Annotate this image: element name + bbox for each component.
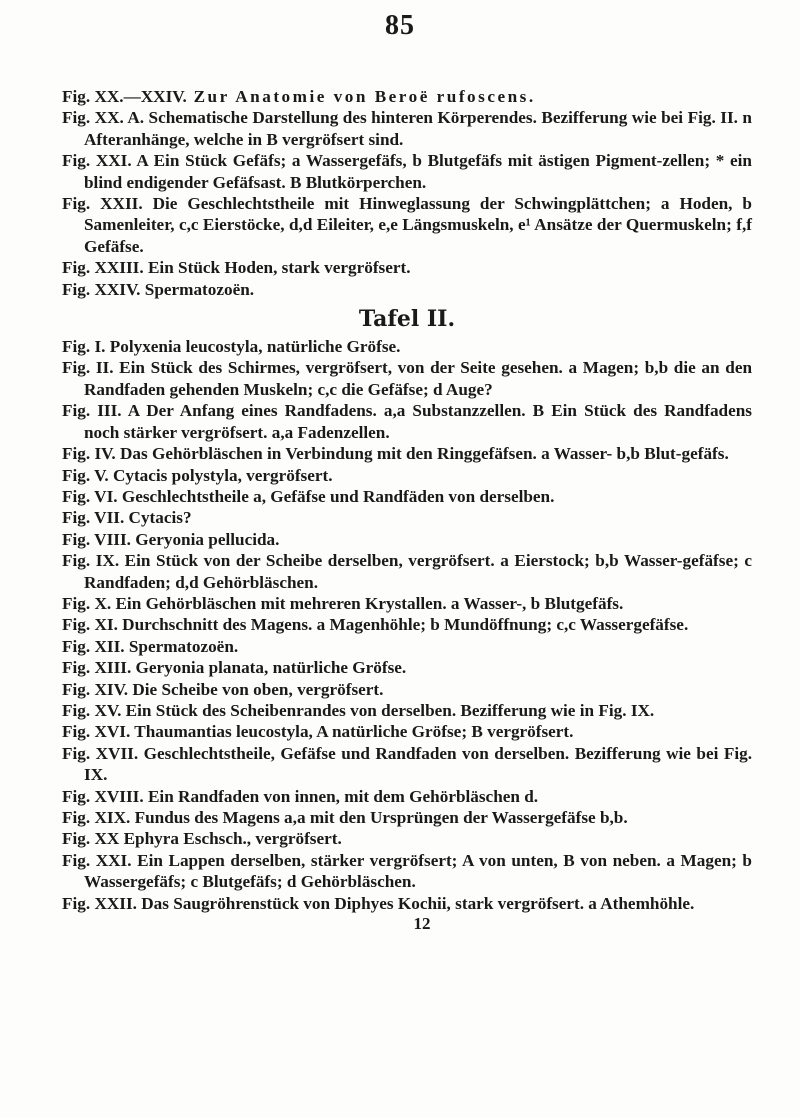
figure-caption	[62, 400, 752, 443]
page-number: 85	[385, 10, 415, 41]
figure-caption	[62, 614, 752, 635]
figure-caption	[62, 465, 752, 486]
figure-caption	[62, 850, 752, 893]
figure-caption	[62, 279, 752, 300]
figure-label: Fig. XXIV.	[62, 279, 141, 299]
figure-description: Ein Gehörbläschen mit mehreren Krystallen. a Wasser-, b Blutgefäfs.	[111, 593, 624, 613]
figure-caption	[62, 257, 752, 278]
figure-caption	[62, 443, 752, 464]
figure-description: Ein Stück des Scheibenrandes von derselben. Bezifferung wie in Fig. IX.	[121, 700, 655, 720]
figure-description: Das Gehörbläschen in Verbindung mit den Ringgefäfsen. a Wasser- b,b Blut-gefäfs.	[115, 444, 729, 464]
figure-caption	[62, 893, 752, 914]
figure-caption	[62, 336, 752, 357]
figure-description: Geryonia planata, natürliche Gröfse.	[131, 658, 407, 678]
figure-description: Geryonia pellucida.	[130, 529, 280, 549]
figure-caption	[62, 150, 752, 193]
figure-description: Spermatozoën.	[124, 636, 239, 656]
figure-description: Geschlechtstheile a, Gefäfse und Randfäden von derselben.	[117, 486, 555, 506]
figure-description: Polyxenia leucostyla, natürliche Gröfse.	[105, 337, 401, 357]
figure-description: Durchschnitt des Magens. a Magenhöhle; b Mundöffnung; c,c Wassergefäfse.	[117, 615, 689, 635]
figure-label: Fig. XXII.	[62, 194, 143, 214]
document-body	[62, 86, 752, 934]
figure-description: Die Geschlechtstheile mit Hinweglassung der Schwingplättchen; a Hoden, b Samenleiter, c,c Eierstöcke, d,d Eileiter, e,e Längsmuskeln, e¹ Ansätze der Quermuskeln; f,f Gefäfse.	[84, 194, 752, 256]
figure-label: Fig. VIII.	[62, 529, 131, 549]
figure-description: Ein Stück von der Scheibe derselben, vergröfsert. a Eierstock; b,b Wasser-gefäfse; c Randfaden; d,d Gehörbläschen.	[84, 551, 752, 592]
figure-label: Fig. XX.	[62, 108, 124, 128]
figure-label: Fig. XVII.	[62, 743, 139, 763]
figure-label: Fig. XX.—XXIV.	[62, 87, 187, 106]
figure-description: Cytacis?	[124, 508, 192, 528]
figure-label: Fig. XV.	[62, 700, 122, 720]
figure-description: A. Schematische Darstellung des hinteren Körperendes. Bezifferung wie bei Fig. II. n Afteranhänge, welche in B vergröfsert sind.	[84, 108, 752, 149]
figure-label: Fig. XIX.	[62, 808, 131, 827]
figure-label: Fig. VI.	[62, 486, 118, 506]
figure-description: Fundus des Magens a,a mit den Ursprüngen der Wassergefäfse b,b.	[130, 808, 628, 827]
figure-description: Cytacis polystyla, vergröfsert.	[108, 465, 333, 485]
figure-label: Fig. VII.	[62, 508, 125, 528]
figure-caption	[62, 657, 752, 678]
figure-label: Fig. II.	[62, 358, 114, 378]
figure-caption	[62, 107, 752, 150]
figure-description: Zur Anatomie von Beroë rufoscens.	[186, 87, 536, 106]
figure-description: Ein Stück Hoden, stark vergröfsert.	[143, 258, 411, 278]
figure-caption	[62, 700, 752, 721]
figure-description: Ein Stück des Schirmes, vergröfsert, von der Seite gesehen. a Magen; b,b die an den Randfaden gehenden Muskeln; c,c die Gefäfse; d Auge?	[84, 358, 753, 399]
figure-label: Fig. XI.	[62, 615, 118, 635]
figure-label: Fig. XVI.	[62, 722, 131, 742]
figure-description: Ephyra Eschsch., vergröfsert.	[119, 829, 342, 849]
figure-description: Geschlechtstheile, Gefäfse und Randfaden von derselben. Bezifferung wie bei Fig. IX.	[84, 743, 752, 785]
figure-label: Fig. V.	[62, 465, 109, 485]
figure-label: Fig. XXI.	[62, 850, 132, 870]
figure-caption	[62, 529, 752, 550]
figure-label: Fig. I.	[62, 337, 106, 357]
figure-label: Fig. XIV.	[62, 679, 129, 699]
figure-label: Fig. III.	[62, 401, 122, 421]
figure-caption	[62, 828, 752, 849]
section-heading: Tafel II.	[358, 306, 456, 333]
figure-description: Das Saugröhrenstück von Diphyes Kochii, stark vergröfsert. a Athemhöhle.	[136, 893, 695, 913]
figure-caption	[62, 743, 752, 786]
figure-label: Fig. XX	[62, 829, 120, 849]
figure-label: Fig. XVIII.	[62, 786, 144, 806]
figure-caption	[62, 357, 752, 400]
figure-label: Fig. XXII.	[62, 893, 137, 913]
figure-description: Spermatozoën.	[140, 279, 255, 299]
figure-label: Fig. XIII.	[62, 658, 132, 678]
figure-description: Ein Lappen derselben, stärker vergröfsert; A von unten, B von neben. a Magen; b Wassergefäfs; c Blutgefäfs; d Gehörbläschen.	[84, 850, 752, 892]
figure-description: Die Scheibe von oben, vergröfsert.	[128, 679, 384, 699]
figure-label: Fig. XXI.	[62, 151, 132, 171]
figure-caption	[62, 721, 752, 742]
figure-label: Fig. XII.	[62, 636, 125, 656]
figure-label: Fig. IX.	[62, 551, 120, 571]
figure-description: Thaumantias leucostyla, A natürliche Gröfse; B vergröfsert.	[130, 722, 574, 742]
figure-caption	[62, 786, 752, 807]
figure-label: Fig. IV.	[62, 444, 116, 464]
figure-caption	[62, 807, 752, 828]
signature-mark: 12	[413, 914, 431, 934]
figure-caption	[62, 636, 752, 657]
figure-description: A Der Anfang eines Randfadens. a,a Substanzzellen. B Ein Stück des Randfadens noch stärker vergröfsert. a,a Fadenzellen.	[84, 401, 752, 442]
figure-label: Fig. X.	[62, 593, 112, 613]
section-beroe-figures	[62, 86, 752, 300]
figure-caption	[62, 679, 752, 700]
figure-caption	[62, 550, 752, 593]
figure-caption	[62, 507, 752, 528]
figure-caption	[62, 593, 752, 614]
figure-description: Ein Randfaden von innen, mit dem Gehörbläschen d.	[143, 786, 539, 806]
figure-caption	[62, 193, 752, 257]
figure-caption	[62, 86, 752, 107]
figure-caption	[62, 486, 752, 507]
figure-label: Fig. XXIII.	[62, 258, 144, 278]
section-tafel-ii-figures	[62, 336, 752, 914]
figure-description: A Ein Stück Gefäfs; a Wassergefäfs, b Blutgefäfs mit ästigen Pigment-zellen; * ein blind endigender Gefäfsast. B Blutkörperchen.	[84, 151, 752, 192]
